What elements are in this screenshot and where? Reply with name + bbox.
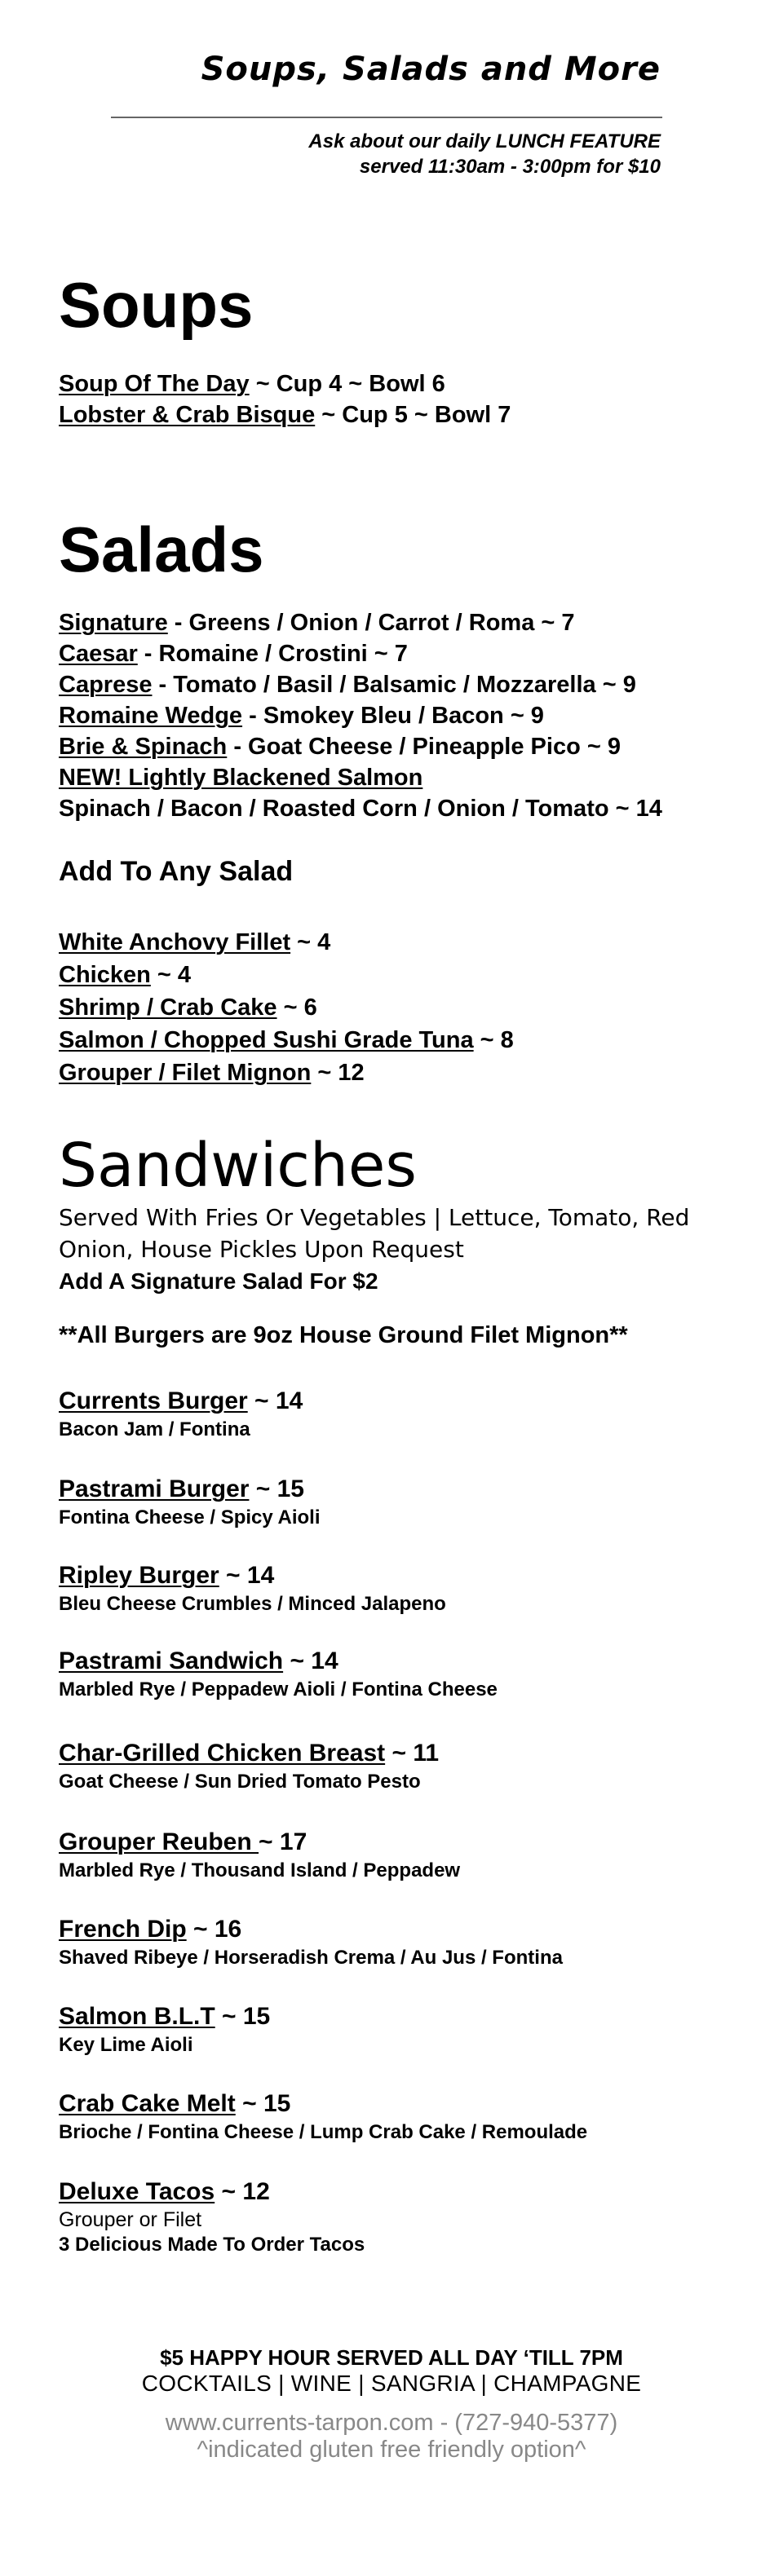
salads-heading: Salads [59, 514, 264, 585]
sandwich-name: Currents Burger [59, 1387, 248, 1414]
sandwich-price: ~ 14 [283, 1647, 338, 1674]
addon-item [59, 991, 514, 1024]
sandwich-price: ~ 17 [259, 1828, 307, 1855]
lunch-feature-note [308, 129, 661, 179]
addon-item [59, 1056, 514, 1089]
header-divider [111, 117, 662, 118]
happy-hour-note: $5 HAPPY HOUR SERVED ALL DAY ‘TILL 7PM [160, 2345, 623, 2370]
sandwich-item [59, 1646, 498, 1703]
sandwich-description: Shaved Ribeye / Horseradish Crema / Au Jus / Fontina [59, 1947, 563, 1969]
salad-item-name: Romaine Wedge [59, 703, 243, 729]
salad-item-name: Caprese [59, 672, 153, 698]
sandwich-item [59, 1738, 439, 1795]
salad-item [59, 700, 662, 731]
salad-item [59, 638, 662, 669]
sandwiches-intro [59, 1202, 728, 1297]
addon-item [59, 959, 514, 991]
contact-info: www.currents-tarpon.com - (727-940-5377) [165, 2410, 618, 2436]
sandwich-price: ~ 14 [219, 1562, 275, 1589]
footer [0, 2345, 783, 2464]
burger-note: **All Burgers are 9oz House Ground Filet Mignon** [59, 1322, 628, 1348]
sandwich-description: Brioche / Fontina Cheese / Lump Crab Cake / Remoulade [59, 2121, 588, 2143]
addon-item-price: ~ 12 [311, 1060, 365, 1086]
gluten-free-note: ^indicated gluten free friendly option^ [197, 2437, 586, 2463]
addon-item-name: Shrimp / Crab Cake [59, 995, 277, 1021]
sandwich-description: Marbled Rye / Peppadew Aioli / Fontina Cheese [59, 1678, 498, 1700]
sandwich-item [59, 2089, 587, 2146]
sandwich-name: Grouper Reuben [59, 1828, 259, 1855]
lunch-feature-line-1: Ask about our daily LUNCH FEATURE [308, 130, 661, 152]
sandwich-description: Goat Cheese / Sun Dried Tomato Pesto [59, 1771, 421, 1793]
salmon-salad-detail: Spinach / Bacon / Roasted Corn / Onion / Tomato ~ 14 [59, 796, 662, 822]
sandwich-item [59, 1914, 563, 1971]
soup-item-name: Lobster & Crab Bisque [59, 402, 316, 428]
sandwich-price: ~ 15 [215, 2003, 271, 2030]
sandwich-item [59, 1560, 446, 1617]
salad-item-name: Caesar [59, 641, 138, 667]
sandwich-name: Char-Grilled Chicken Breast [59, 1740, 386, 1767]
soups-list [59, 368, 511, 430]
drinks-list: COCKTAILS | WINE | SANGRIA | CHAMPAGNE [141, 2371, 642, 2396]
sandwich-description: Bleu Cheese Crumbles / Minced Jalapeno [59, 1593, 446, 1615]
soup-item-detail: ~ Cup 4 ~ Bowl 6 [249, 371, 445, 397]
salad-item-name: NEW! Lightly Blackened Salmon [59, 765, 423, 791]
salad-item-detail: - Romaine / Crostini ~ 7 [137, 641, 408, 667]
salad-addons-list [59, 926, 514, 1089]
sandwich-description: Marbled Rye / Thousand Island / Peppadew [59, 1859, 461, 1881]
sandwich-price: ~ 15 [235, 2090, 291, 2117]
addon-item [59, 1024, 514, 1056]
tacos-name: Deluxe Tacos [59, 2178, 215, 2205]
salad-item-detail: - Tomato / Basil / Balsamic / Mozzarella ~ 9 [152, 672, 636, 698]
signature-salad-addon-note: Add A Signature Salad For $2 [59, 1268, 378, 1294]
add-to-salad-heading: Add To Any Salad [59, 856, 294, 887]
sandwich-item [59, 1474, 321, 1531]
addon-item-price: ~ 8 [473, 1027, 514, 1053]
tacos-item [59, 2177, 365, 2258]
soup-item [59, 399, 511, 430]
addon-item-name: White Anchovy Fillet [59, 929, 291, 955]
addon-item-price: ~ 4 [290, 929, 331, 955]
menu-title: Soups, Salads and More [201, 51, 661, 88]
sandwich-name: Crab Cake Melt [59, 2090, 236, 2117]
addon-item-name: Salmon / Chopped Sushi Grade Tuna [59, 1027, 474, 1053]
sandwich-price: ~ 11 [385, 1740, 440, 1767]
addon-item-name: Chicken [59, 962, 151, 988]
sandwich-name: French Dip [59, 1916, 187, 1943]
tacos-options: Grouper or Filet [59, 2208, 202, 2231]
soups-heading: Soups [59, 269, 254, 341]
sandwich-name: Pastrami Burger [59, 1475, 250, 1502]
tacos-price: ~ 12 [215, 2178, 270, 2205]
soup-item-detail: ~ Cup 5 ~ Bowl 7 [315, 402, 511, 428]
salad-item-name: Signature [59, 610, 168, 636]
addon-item [59, 926, 514, 959]
sandwiches-heading: Sandwiches [59, 1131, 417, 1201]
tacos-description: 3 Delicious Made To Order Tacos [59, 2234, 365, 2256]
sandwich-name: Pastrami Sandwich [59, 1647, 284, 1674]
salad-item-detail: - Greens / Onion / Carrot / Roma ~ 7 [167, 610, 575, 636]
sandwiches-sides-note: Served With Fries Or Vegetables | Lettuce, Tomato, Red Onion, House Pickles Upon Request [59, 1204, 690, 1263]
salad-item [59, 731, 662, 762]
sandwich-description: Bacon Jam / Fontina [59, 1418, 250, 1440]
salad-item [59, 669, 662, 700]
salad-item [59, 762, 662, 793]
salad-item-detail: - Goat Cheese / Pineapple Pico ~ 9 [227, 734, 621, 760]
sandwich-item [59, 2001, 270, 2058]
sandwich-name: Salmon B.L.T [59, 2003, 215, 2030]
salads-list [59, 607, 662, 824]
addon-item-price: ~ 4 [150, 962, 192, 988]
sandwich-description: Key Lime Aioli [59, 2034, 193, 2056]
soup-item-name: Soup Of The Day [59, 371, 250, 397]
salad-item-detail: - Smokey Bleu / Bacon ~ 9 [242, 703, 544, 729]
sandwich-item [59, 1386, 303, 1443]
addon-item-price: ~ 6 [276, 995, 317, 1021]
sandwich-price: ~ 16 [186, 1916, 242, 1943]
sandwich-price: ~ 15 [249, 1475, 304, 1502]
addon-item-name: Grouper / Filet Mignon [59, 1060, 312, 1086]
sandwich-item [59, 1827, 460, 1884]
lunch-feature-line-2: served 11:30am - 3:00pm for $10 [359, 156, 661, 178]
salad-item-name: Brie & Spinach [59, 734, 228, 760]
sandwich-name: Ripley Burger [59, 1562, 219, 1589]
salad-item [59, 607, 662, 638]
sandwich-description: Fontina Cheese / Spicy Aioli [59, 1506, 321, 1528]
soup-item [59, 368, 511, 399]
sandwich-price: ~ 14 [247, 1387, 303, 1414]
